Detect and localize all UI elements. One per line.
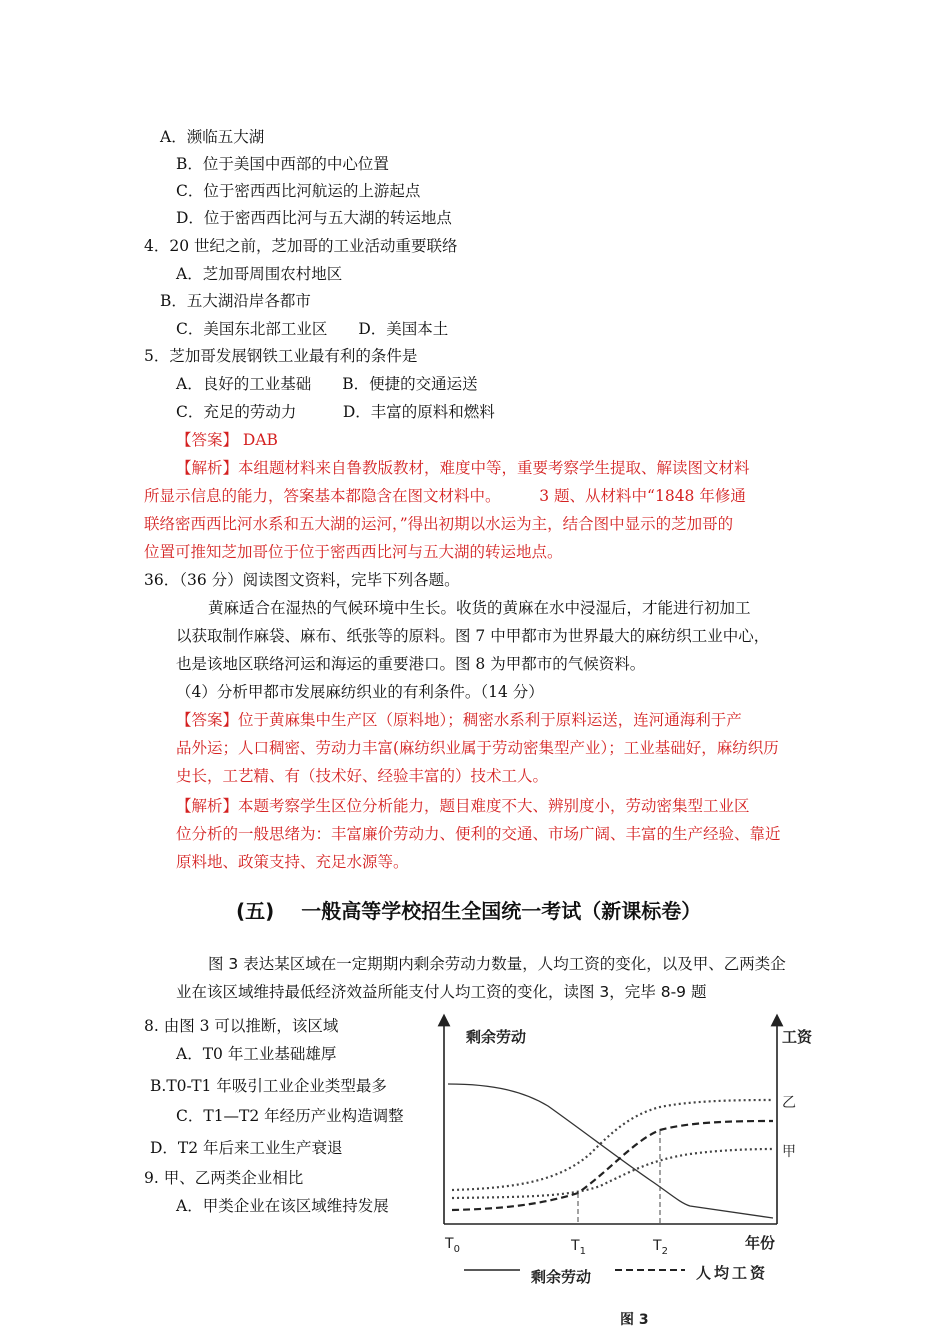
q5-stem: 5．芝加哥发展钢铁工业最有利的条件是 [144, 347, 418, 365]
q36-sub-4: （4）分析甲都市发展麻纺织业的有利条件。（14 分） [176, 683, 544, 701]
right-axis-title: 工资 [782, 1028, 813, 1046]
curve-jia-label: 甲 [782, 1144, 796, 1160]
section-intro-line-2: 业在该区域维持最低经济效益所能支付人均工资的变化，读图 3，完毕 8-9 题 [176, 983, 707, 1001]
q36-analysis-line-3: 原料地、政策支持、充足水源等。 [176, 853, 409, 871]
q4-stem: 4．20 世纪之前，芝加哥的工业活动重要联络 [144, 237, 458, 255]
q4-options-cd: C．美国东北部工业区 D．美国本土 [176, 320, 449, 338]
q8-stem: 8. 由图 3 可以推断，该区域 [144, 1017, 339, 1035]
analysis-3-5-line-3: 联络密西西比河水系和五大湖的运河，”得出初期以水运为主，结合图中显示的芝加哥的 [144, 515, 734, 533]
surplus-labour-curve [448, 1084, 773, 1218]
analysis-3-5-line-2: 所显示信息的能力，答案基本都隐含在图文材料中。 3 题、从材料中“1848 年修通 [144, 487, 746, 505]
curve-yi [452, 1100, 773, 1190]
q4-option-b: B．五大湖沿岸各都市 [160, 292, 311, 310]
answer-3-5: 【答案】 DAB [176, 431, 278, 449]
left-axis-title: 剩余劳动 [466, 1028, 527, 1046]
q5-options-ab: A．良好的工业基础 B．便捷的交通运送 [176, 375, 478, 393]
analysis-3-5-line-4: 位置可推知芝加哥位于位于密西西比河与五大湖的转运地点。 [144, 543, 563, 561]
q36-answer-line-1: 【答案】位于黄麻集中生产区（原料地）；稠密水系利于原料运送，连河通海利于产 [176, 711, 742, 729]
legend-dashed-label: 人均工资 [696, 1264, 769, 1282]
q3-option-b: B．位于美国中西部的中心位置 [176, 155, 389, 173]
curve-jia [452, 1149, 773, 1198]
q8-option-b: B.T0-T1 年吸引工业企业类型最多 [150, 1077, 387, 1095]
curve-yi-label: 乙 [782, 1095, 796, 1111]
section-title: (五) 一般高等学校招生全国统一考试（新课标卷） [236, 899, 702, 923]
section-intro-line-1: 图 3 表达某区域在一定期期内剩余劳动力数量，人均工资的变化，以及甲、乙两类企 [208, 955, 786, 973]
q36-material-line-3: 也是该地区联络河运和海运的重要港口。图 8 为甲都市的气候资料。 [176, 655, 646, 673]
q36-analysis-line-1: 【解析】本题考察学生区位分析能力，题目难度不大、辨别度小，劳动密集型工业区 [176, 797, 750, 815]
q36-answer-line-3: 史长，工艺精、有（技术好、经验丰富的）技术工人。 [176, 767, 549, 785]
q9-option-a: A．甲类企业在该区域维持发展 [176, 1197, 389, 1215]
q3-option-d: D．位于密西西比河与五大湖的转运地点 [176, 209, 452, 227]
q8-option-d: D．T2 年后来工业生产衰退 [150, 1139, 343, 1157]
q36-stem: 36．（36 分）阅读图文资料，完毕下列各题。 [144, 571, 460, 589]
tick-t0: $T_0$ [445, 1236, 460, 1255]
q36-analysis-line-2: 位分析的一般思绪为：丰富廉价劳动力、便利的交通、市场广阔、丰富的生产经验、靠近 [176, 825, 781, 843]
tick-t2: $T_2$ [653, 1238, 668, 1257]
x-axis-unit: 年份 [745, 1234, 776, 1252]
q36-material-line-2: 以获取制作麻袋、麻布、纸张等的原料。图 7 中甲都市为世界最大的麻纺织工业中心， [176, 627, 770, 645]
q8-option-c: C．T1—T2 年经历产业构造调整 [176, 1107, 404, 1125]
figure-caption: 图 3 [620, 1312, 649, 1328]
q4-option-a: A．芝加哥周围农村地区 [176, 265, 343, 283]
q3-option-a: A．濒临五大湖 [160, 128, 265, 146]
legend-solid-label: 剩余劳动 [531, 1268, 592, 1286]
tick-t1: $T_1$ [571, 1238, 586, 1257]
q36-answer-line-2: 品外运；人口稠密、劳动力丰富(麻纺织业属于劳动密集型产业）；工业基础好，麻纺织历 [176, 739, 779, 757]
analysis-3-5-line-1: 【解析】本组题材料来自鲁教版教材，难度中等，重要考察学生提取、解读图文材料 [176, 459, 750, 477]
q36-material-line-1: 黄麻适合在湿热的气候环境中生长。收货的黄麻在水中浸湿后，才能进行初加工 [208, 599, 751, 617]
q3-option-c: C．位于密西西比河航运的上游起点 [176, 182, 421, 200]
q5-options-cd: C．充足的劳动力 D．丰富的原料和燃料 [176, 403, 495, 421]
q8-option-a: A．T0 年工业基础雄厚 [176, 1045, 337, 1063]
wage-curve [452, 1121, 773, 1210]
q9-stem: 9. 甲、乙两类企业相比 [144, 1169, 304, 1187]
